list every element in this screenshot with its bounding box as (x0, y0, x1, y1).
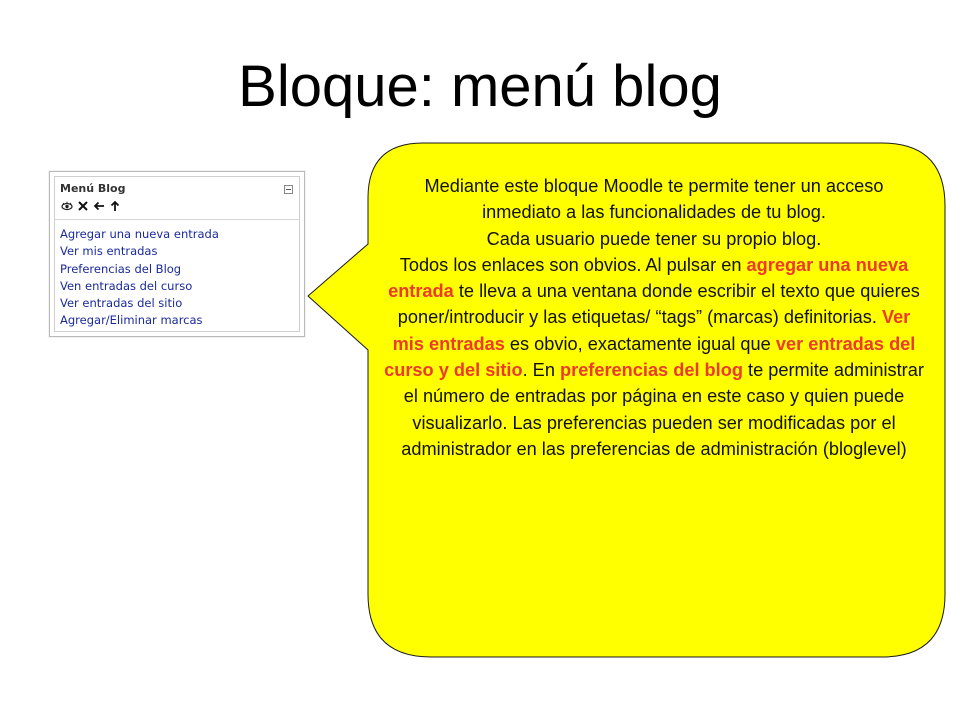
link-site-entries[interactable]: Ver entradas del sitio (60, 296, 183, 311)
callout-text-span: te permite administrar el número de entradas por página en este caso y quien puede visualizarlo. Las preferencias pueden ser modificadas por el administrador en las preferencias de administración (bloglevel) (401, 360, 924, 459)
callout-text-span: Todos los enlaces son obvios. Al pulsar en (399, 254, 742, 275)
link-add-entry[interactable]: Agregar una nueva entrada (60, 227, 219, 241)
highlight-course-site-entries: ver entradas del curso y del sitio (384, 333, 916, 381)
callout-text-span: te lleva a una ventana donde escribir el texto que quieres poner/introducir y las etiquetas/ “tags” (marcas) definitorias. (397, 281, 920, 328)
link-manage-tags[interactable]: Agregar/Eliminar marcas (60, 313, 203, 328)
slide-title: Bloque: menú blog (238, 54, 722, 119)
callout-paragraph-intro: Mediante este bloque Moodle te permite tener un acceso inmediato a las funcionalidades de tu blog. (424, 176, 884, 223)
callout-text (384, 173, 924, 462)
highlight-blog-preferences: preferencias del blog (560, 360, 743, 381)
link-blog-preferences[interactable]: Preferencias del Blog (60, 261, 182, 276)
highlight-add-entry: agregar una nueva entrada (388, 254, 909, 302)
link-my-entries[interactable]: Ver mis entradas (60, 244, 158, 259)
callout-text-span: es obvio, exactamente igual que (509, 333, 771, 354)
highlight-my-entries: Ver mis entradas (392, 307, 911, 354)
link-course-entries[interactable]: Ven entradas del curso (60, 278, 193, 293)
callout-paragraph-users: Cada usuario puede tener su propio blog. (486, 228, 822, 249)
block-title: Menú Blog (60, 182, 126, 195)
callout-text-span: . En (522, 360, 555, 381)
callout-paragraph-details (384, 252, 924, 462)
